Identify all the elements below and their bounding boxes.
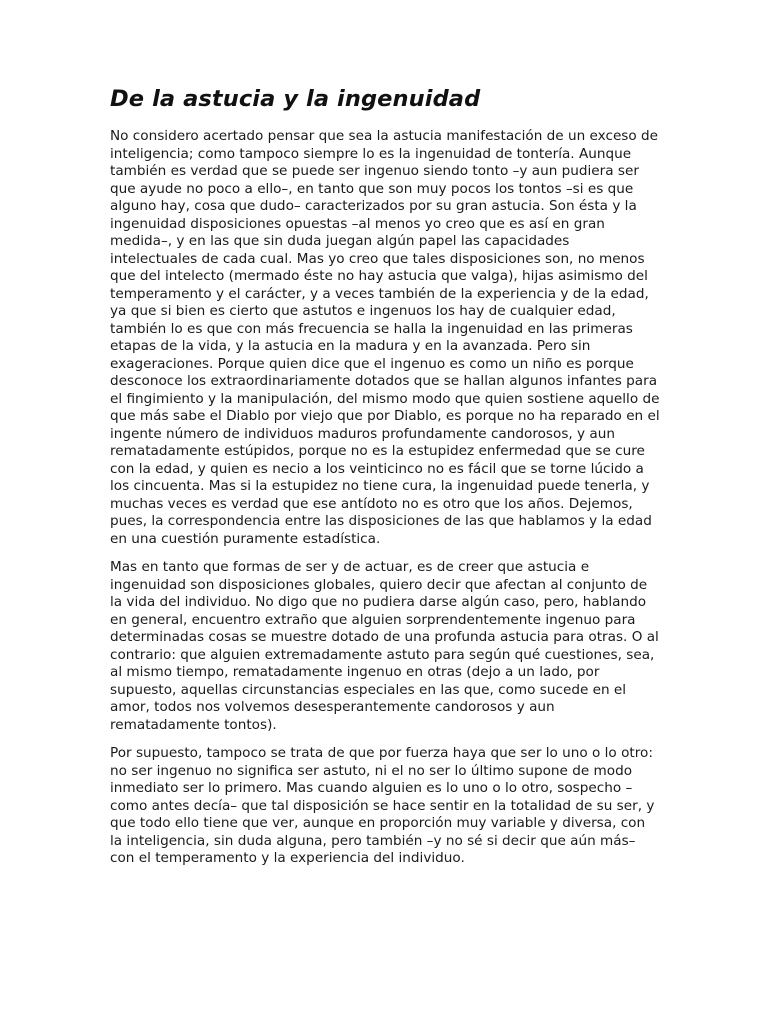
paragraph-2: Mas en tanto que formas de ser y de actuar, es de creer que astucia e ingenuidad son disposiciones globales, quiero decir que afectan al conjunto de la vida del individuo. No digo que no pudiera darse algún caso, pero, hablando en general, encuentro extraño que alguien sorprendentemente ingenuo para determinadas cosas se muestre dotado de una profunda astucia para otras. O al contrario: que alguien extremadamente astuto para según qué cuestiones, sea, al mismo tiempo, rematadamente ingenuo en otras (dejo a un lado, por supuesto, aquellas circunstancias especiales en las que, como sucede en el amor, todos nos volvemos desesperantemente candorosos y aun rematadamente tontos). bbox=[110, 559, 659, 733]
paragraph-3: Por supuesto, tampoco se trata de que por fuerza haya que ser lo uno o lo otro: no ser ingenuo no significa ser astuto, ni el no ser lo último supone de modo inmediato ser lo primero. Mas cuando alguien es lo uno o lo otro, sospecho –como antes decía– que tal disposición se hace sentir en la totalidad de su ser, y que todo ello tiene que ver, aunque en proporción muy variable y diversa, con la inteligencia, sin duda alguna, pero también –y no sé si decir que aún más– con el temperamento y la experiencia del individuo. bbox=[110, 745, 655, 866]
paragraph-1: No considero acertado pensar que sea la astucia manifestación de un exceso de inteligencia; como tampoco siempre lo es la ingenuidad de tontería. Aunque también es verdad que se puede ser ingenuo siendo tonto –y aun pudiera ser que ayude no poco a ello–, en tanto que son muy pocos los tontos –si es que alguno hay, cosa que dudo– caracterizados por su gran astucia. Son ésta y la ingenuidad disposiciones opuestas –al menos yo creo que es así en gran medida–, y en las que sin duda juegan algún papel las capacidades intelectuales de cada cual. Mas yo creo que tales disposiciones son, no menos que del intelecto (mermado éste no hay astucia que valga), hijas asimismo del temperamento y el carácter, y a veces también de la experiencia y de la edad, ya que si bien es cierto que astutos e ingenuos los hay de cualquier edad, también lo es que con más frecuencia se halla la ingenuidad en las primeras etapas de la vida, y la astucia en la madura y en la avanzada. Pero sin exageraciones. Porque quien dice que el ingenuo es como un niño es porque desconoce los extraordinariamente dotados que se hallan algunos infantes para el fingimiento y la manipulación, del mismo modo que quien sostiene aquello de que más sabe el Diablo por viejo que por Diablo, es porque no ha reparado en el ingente número de individuos maduros profundamente candorosos, y aun rematadamente estúpidos, porque no es la estupidez enfermedad que se cure con la edad, y quien es necio a los veinticinco no es fácil que se torne lúcido a los cincuenta. Mas si la estupidez no tiene cura, la ingenuidad puede tenerla, y muchas veces es verdad que ese antídoto no es otro que los años. Dejemos, pues, la correspondencia entre las disposiciones de las que hablamos y la edad en una cuestión puramente estadística. bbox=[110, 128, 660, 547]
document-title: De la astucia y la ingenuidad bbox=[110, 86, 481, 112]
